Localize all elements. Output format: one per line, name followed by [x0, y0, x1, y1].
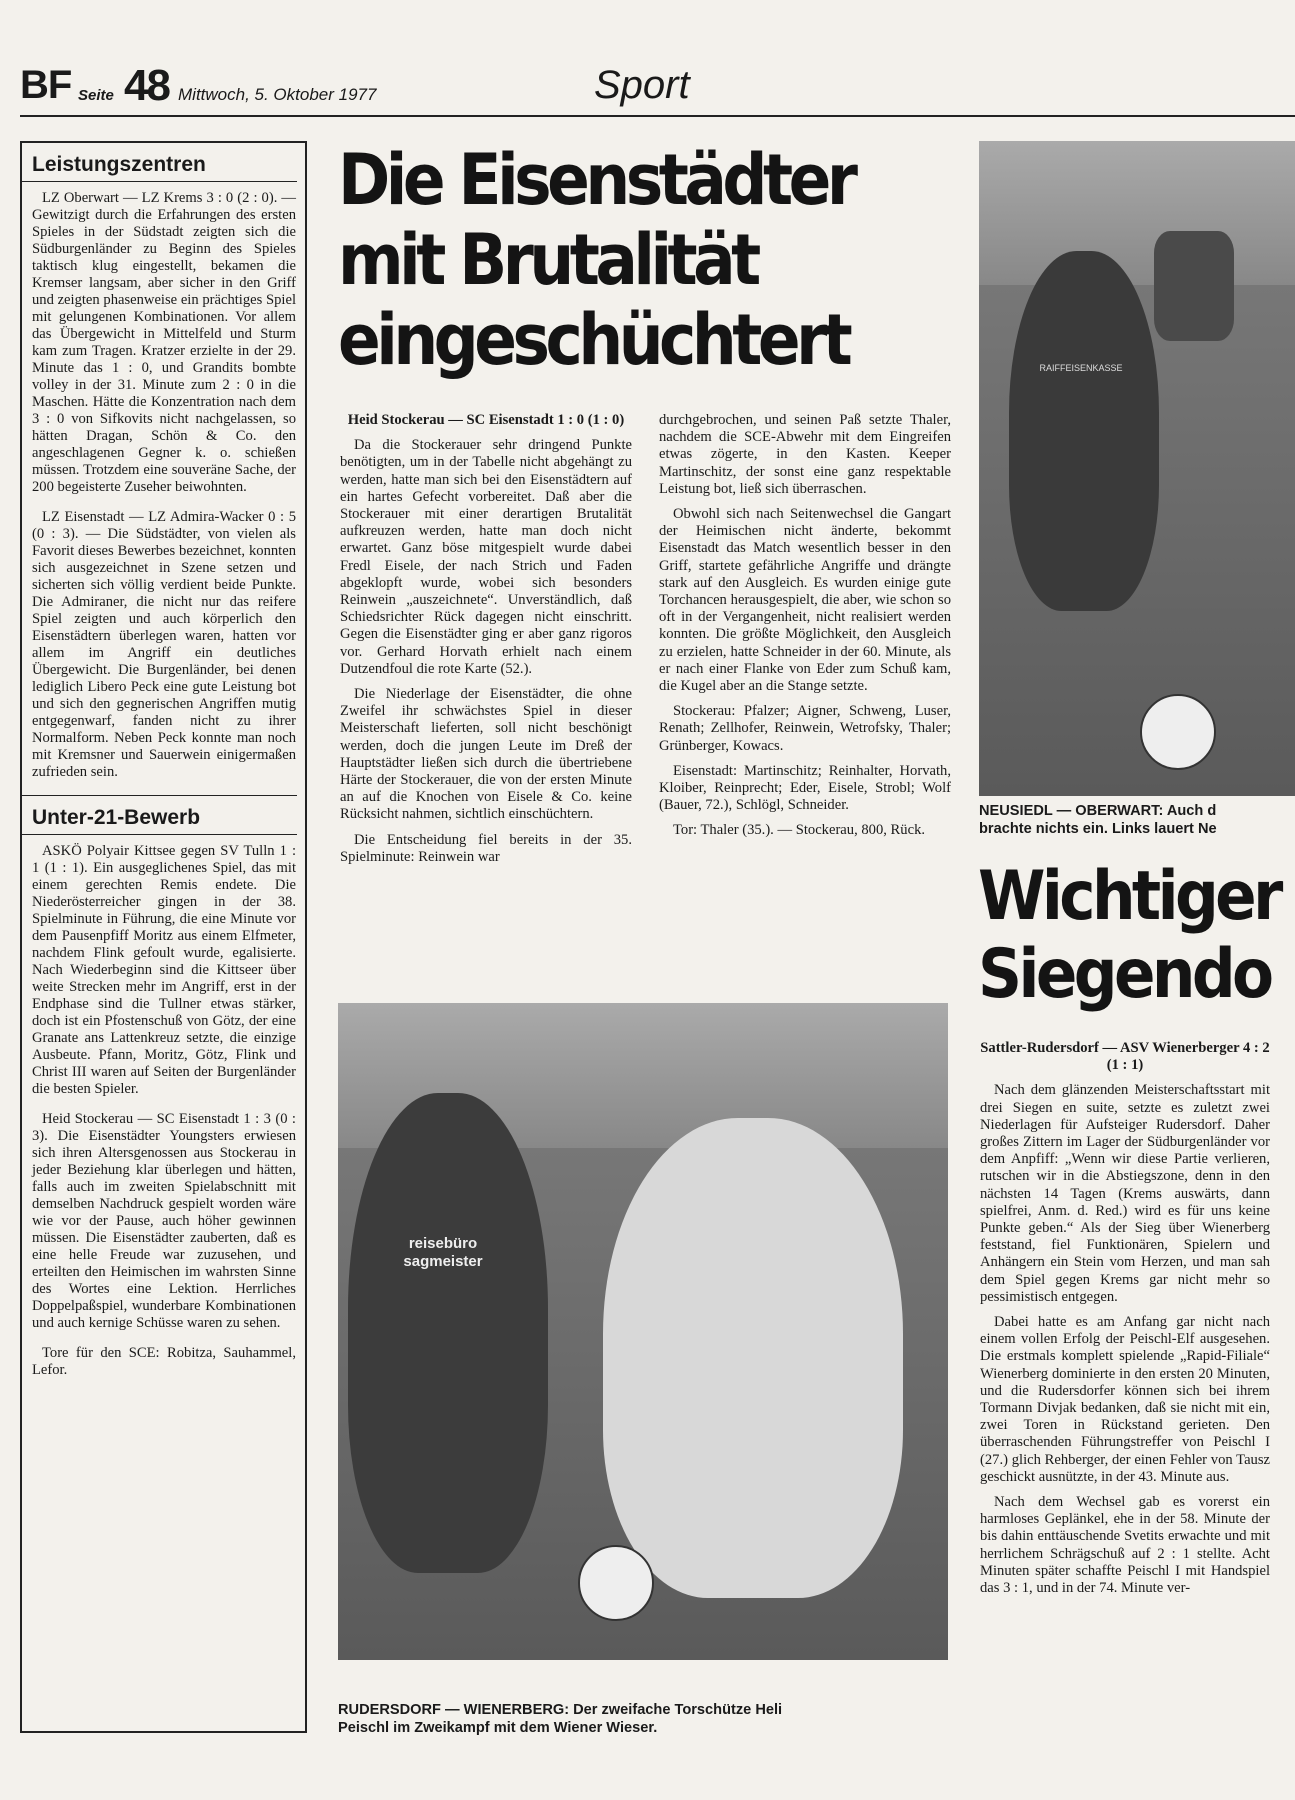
paragraph: durchgebrochen, und seinen Paß setzte Thaler, nachdem die SCE-Abwehr mit dem Eingreifen etwas zögerte, in den Kasten. Keeper Martinschitz, der sonst eine ganz respektable Leistung bot, ließ sich überraschen.	[659, 412, 951, 497]
player-figure-wieser	[603, 1118, 903, 1598]
paragraph: Nach dem glänzenden Meisterschaftsstart mit drei Siegen en suite, setzte es zuletzt zwei Niederlagen für Aufsteiger Rudersdorf. Daher großes Zittern im Lager der Südburgenländer vor dem Anpfiff: „Wenn wir diese Partie verlieren, rutschen wir in die Abstiegszone, denn in den nächsten 14 Tagen (Krems auswärts, dann spielfrei, Anm. d. Red.) wird es für uns keine Punkte geben.“ Als der Sieg über Wienerberg feststand, fiel Funktionären, Spielern und Anhängern ein Stein vom Herzen, und man sah dem Spiel gegen Krems gar nicht mehr so pessimistisch entgegen.	[980, 1082, 1270, 1305]
lineup-eisenstadt: Eisenstadt: Martinschitz; Reinhalter, Horvath, Kloiber, Reinprecht; Eder, Eisele, Strobl; Wolf (Bauer, 72.), Schlögl, Schneider.	[659, 762, 951, 814]
match-lead: Sattler-Rudersdorf — ASV Wienerberger 4 : 2 (1 : 1)	[980, 1040, 1270, 1074]
spectators	[1154, 231, 1234, 341]
match-lead: Heid Stockerau — SC Eisenstadt 1 : 0 (1 : 0)	[347, 412, 625, 428]
goal-info: Tor: Thaler (35.). — Stockerau, 800, Rück.	[673, 822, 926, 839]
section-title: Sport	[594, 63, 690, 107]
paragraph: Die Niederlage der Eisenstädter, die ohne Zweifel ihr schwächstes Spiel in dieser Meisterschaft lieferten, soll nicht beschönigt werden, doch die jungen Leute im Dreß der Hauptstädter ließen sich durch die übertriebene Härte der Stockerauer, die von der ersten Minute an auf die Knochen von Eisele & Co. keine Rücksicht nahmen, sichtlich einschüchtern.	[340, 686, 632, 823]
photo-caption-neusiedl	[979, 802, 1295, 838]
issue-date: Mittwoch, 5. Oktober 1977	[178, 85, 377, 104]
right-headline	[978, 858, 1295, 1014]
caption-line: NEUSIEDL — OBERWART: Auch d	[979, 803, 1217, 819]
paragraph: Tore für den SCE: Robitza, Sauhammel, Lefor.	[32, 1345, 296, 1378]
page-number: 48	[124, 61, 169, 110]
masthead	[20, 55, 1295, 117]
paragraph: LZ Eisenstadt — LZ Admira-Wacker 0 : 5 (0 : 3). — Die Südstädter, von vielen als Favorit dieses Bewerbes bezeichnet, konnten sich ausgezeichnet in Szene setzen und sicherten sich völlig verdient beide Punkte. Die Admiraner, die nicht nur das reifere Spiel zeigten und auch körperlich den Eisenstädtern überlegen waren, hatten vor allem im Angriff ein deutliches Übergewicht. Die Burgenländer, bei denen lediglich Libero Peck eine gute Leistung bot und sich den gegnerischen Angriffen mutig entgegenwarf, fanden nicht zu ihrer Normalform. Neben Peck konnte man noch mit Kremsner und Sauerwein einigermaßen zufrieden sein.	[32, 509, 296, 780]
paragraph: Nach dem Wechsel gab es vorerst ein harmloses Geplänkel, ehe in der 58. Minute der bis dahin enttäuschende Svetits erwachte und mit herrlichem Schrägschuß auf 2 : 1 stellte. Acht Minuten später schaffte Peischl I mit Handspiel das 3 : 1, und in der 74. Minute ver-	[980, 1494, 1270, 1597]
caption-line: Peischl im Zweikampf mit dem Wiener Wieser.	[338, 1720, 658, 1736]
caption-line: RUDERSDORF — WIENERBERG: Der zweifache Torschütze Heli	[338, 1702, 783, 1718]
leistungszentren-text	[22, 190, 305, 781]
paragraph: Heid Stockerau — SC Eisenstadt 1 : 3 (0 : 3). Die Eisenstädter Youngsters erwiesen sich ihren Altersgenossen aus Stockerau in jeder Beziehung klar überlegen und hätten, falls auch im zweiten Spielabschnitt mit demselben Nachdruck gespielt worden wäre wie vor der Pause, auch höher gewinnen müssen. Die Eisenstädter zauberten, daß es eine helle Freude war zuzusehen, und erteilten den Heimischen im wahrsten Sinne des Wortes eine Lektion. Herrliches Doppelpaßspiel, wunderbare Kombinationen und auch kernige Schüsse waren zu sehen.	[32, 1111, 296, 1331]
headline-line-1: Die Eisenstädter	[338, 139, 854, 221]
unter21-text	[22, 843, 305, 1379]
photo-caption-rudersdorf	[338, 1701, 978, 1737]
paragraph: Da die Stockerauer sehr dringend Punkte benötigten, um in der Tabelle nicht abgehängt zu werden, hatte man sich bei den Eisenstädtern auf ein hartes Gefecht vorbereitet. Daß aber die Stockerauer mit einer derartigen Brutalität aufkreuzen werden, hatte man doch nicht erwartet. Ganz böse mitgespielt wurde dabei Fredl Eisele, der nach Strich und Faden abgeklopft wurde, wobei sich besonders Reinwein „auszeichnete“. Unverständlich, daß Schiedsrichter Rück dagegen nicht einschritt. Gegen die Eisenstädter ging er aber ganz rigoros vor. Gerhard Horvath erhielt nach einem Dutzendfoul die rote Karte (52.).	[340, 437, 632, 677]
lineup-stockerau: Stockerau: Pfalzer; Aigner, Schweng, Luser, Renath; Zellhofer, Reinwein, Wetrofsky, Thaler; Grünberger, Kowacs.	[659, 703, 951, 754]
main-article-column-1	[340, 412, 632, 866]
right-headline-line-2: Siegendo	[978, 935, 1271, 1014]
caption-line: brachte nichts ein. Links lauert Ne	[979, 821, 1217, 837]
photo-neusiedl-oberwart	[979, 141, 1295, 796]
football	[1140, 694, 1216, 770]
header-rule	[20, 115, 1295, 117]
paragraph: ASKÖ Polyair Kittsee gegen SV Tulln 1 : 1 (1 : 1). Ein ausgeglichenes Spiel, das mit einem gerechten Remis endete. Die Niederösterreicher gingen in der 38. Spielminute in Führung, die eine Minute vor dem Pausenpfiff Moritz aus einem Elfmeter, nachdem Flink gefoult wurde, egalisierte. Nach Wiederbeginn sind die Kittseer über weite Strecken mehr im Angriff, erst in der Endphase sind die Tullner etwas stärker, doch ist ein Pfostenschuß von Götz, der eine Granate ans Lattenkreuz setzte, die einzige Ausbeute. Pfann, Moritz, Götz, Flink und Christ III waren auf Seiten der Burgenländer die besten Spieler.	[32, 843, 296, 1097]
right-article-text	[980, 1040, 1270, 1597]
main-headline	[338, 140, 898, 380]
paragraph: Dabei hatte es am Anfang gar nicht nach einem vollen Erfolg der Peischl-Elf ausgesehen. Die erstmals komplett spielende „Rapid-Filiale“ Wienerberg dominierte in den ersten 20 Minuten, und die Rudersdorfer können sich bei ihrem Tormann Divjak bedanken, daß sie nicht mit ein, zwei Toren in Rückstand gerieten. Den überraschenden Führungstreffer von Peischl I (27.) glich Rehberger, der einen Fehler von Tausz geschickt ausnützte, in der 43. Minute aus.	[980, 1314, 1270, 1485]
paragraph: Die Entscheidung fiel bereits in der 35. Spielminute: Reinwein war	[340, 831, 632, 865]
football	[578, 1545, 654, 1621]
right-headline-line-1: Wichtiger	[978, 858, 1280, 936]
photo-rudersdorf-wienerberg	[338, 1003, 948, 1660]
main-article-column-2	[659, 412, 951, 840]
paragraph: LZ Oberwart — LZ Krems 3 : 0 (2 : 0). — Gewitzigt durch die Erfahrungen des ersten Spieles in der Südstadt zeigten sich die Südburgenländer zu Beginn des Spieles taktisch klug eingestellt, bekamen die Kremser langsam, aber sicher in den Griff und zeigten phasenweise ein prächtiges Spiel mit gelungenen Kombinationen. Vor allem das Übergewicht in Mittelfeld und Sturm kam zum Tragen. Kratzer erzielte in der 29. Minute das 1 : 0, und Grandits bombte volley in der 31. Minute zum 2 : 0 in die Maschen. Hätte die Konzentration nach dem 3 : 0 von Sifkovits nicht nachgelassen, so hätten Dragan, Schön & Co. den angeschlagenen Gegner k. o. schießen müssen. Trotzdem eine souveräne Sache, der 200 begeisterte Zuseher beiwohnten.	[32, 190, 296, 495]
newspaper-logo: BF	[20, 63, 72, 107]
player-figure	[1009, 251, 1159, 611]
player-figure-peischl	[348, 1093, 548, 1573]
left-sidebar-box	[20, 141, 307, 1733]
headline-line-3: eingeschüchtert	[338, 299, 849, 381]
page-label: Seite	[78, 87, 114, 104]
jersey-lettering: RAIFFEISENKASSE	[1039, 363, 1123, 373]
section-heading-unter21: Unter-21-Bewerb	[22, 795, 297, 835]
jersey-lettering: reisebüro sagmeister	[403, 1235, 483, 1270]
section-heading-leistungszentren: Leistungszentren	[22, 143, 297, 182]
headline-line-2: mit Brutalität	[338, 219, 757, 301]
paragraph: Obwohl sich nach Seitenwechsel die Gangart der Heimischen nicht änderte, bekommt Eisenstadt das Match wesentlich besser in den Griff, startete gefährliche Angriffe und drängte stark auf den Ausgleich. Es wurden einige gute Torchancen herausgespielt, die aber, wie schon so oft in der Vergangenheit, nicht realisiert werden konnten. Die größte Möglichkeit, den Ausgleich zu erzielen, hatte Schneider in der 60. Minute, als er nach einer Flanke von Eder zum Schuß kam, die Kugel aber an die Stange setzte.	[659, 506, 951, 695]
